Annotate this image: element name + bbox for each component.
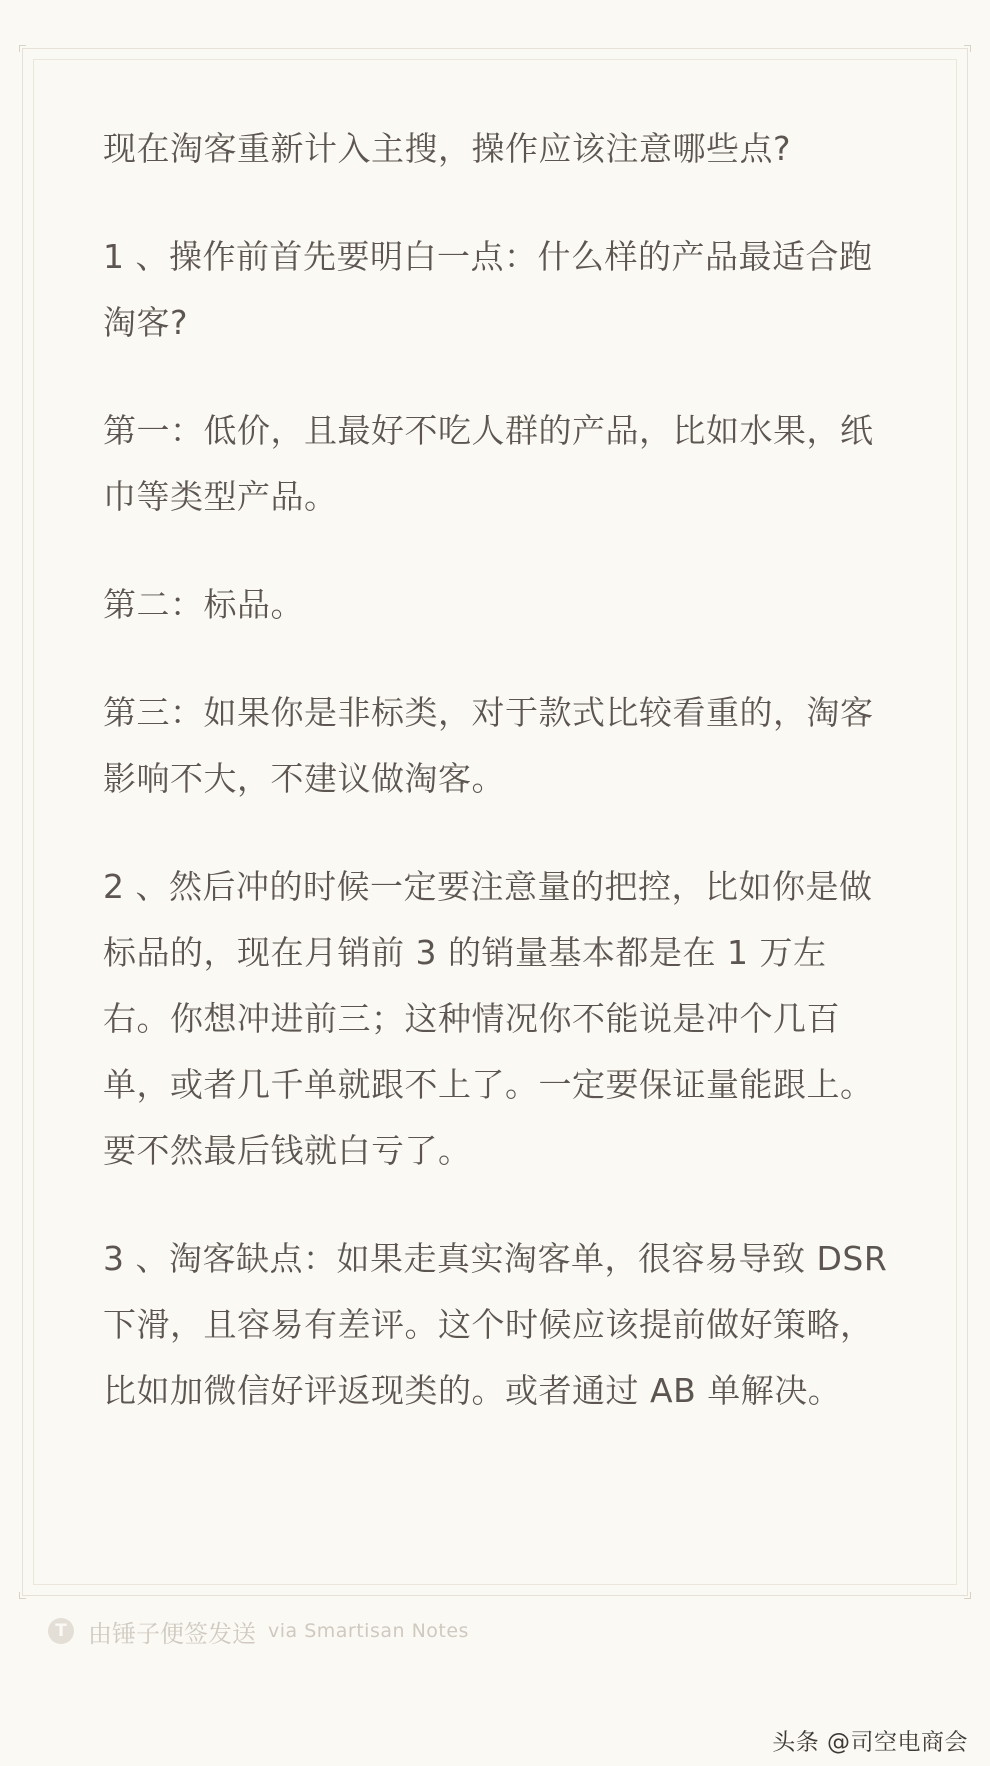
note-paragraph: 现在淘客重新计入主搜，操作应该注意哪些点? [103,129,792,168]
note-body [103,116,893,1466]
watermark: 头条 @司空电商会 [772,1729,968,1756]
smartisan-t-icon: T [48,1618,74,1644]
note-paragraph: 2 、然后冲的时候一定要注意量的把控，比如你是做标品的，现在月销前 3 的销量基本都是在 1 万左右。你想冲进前三；这种情况你不能说是冲个几百单，或者几千单就跟不上了。一定要保证量能跟上。要不然最后钱就白亏了。 [103,867,874,1170]
note-footer [48,1613,469,1649]
frame-corner [964,1592,971,1599]
frame-corner [19,1592,26,1599]
note-paragraph: 第一：低价，且最好不吃人群的产品，比如水果，纸巾等类型产品。 [103,411,874,516]
via-label: via Smartisan Notes [268,1620,469,1642]
note-paragraph: 第二：标品。 [103,585,304,624]
frame-corner [19,45,26,52]
note-paragraph: 1 、操作前首先要明白一点：什么样的产品最适合跑淘客? [103,237,873,342]
note-paragraph: 3 、淘客缺点：如果走真实淘客单，很容易导致 DSR 下滑，且容易有差评。这个时候应该提前做好策略，比如加微信好评返现类的。或者通过 AB 单解决。 [103,1239,888,1410]
frame-corner [964,45,971,52]
sent-by-label: 由锤子便签发送 [88,1619,256,1648]
note-paragraph: 第三：如果你是非标类，对于款式比较看重的，淘客影响不大，不建议做淘客。 [103,693,874,798]
